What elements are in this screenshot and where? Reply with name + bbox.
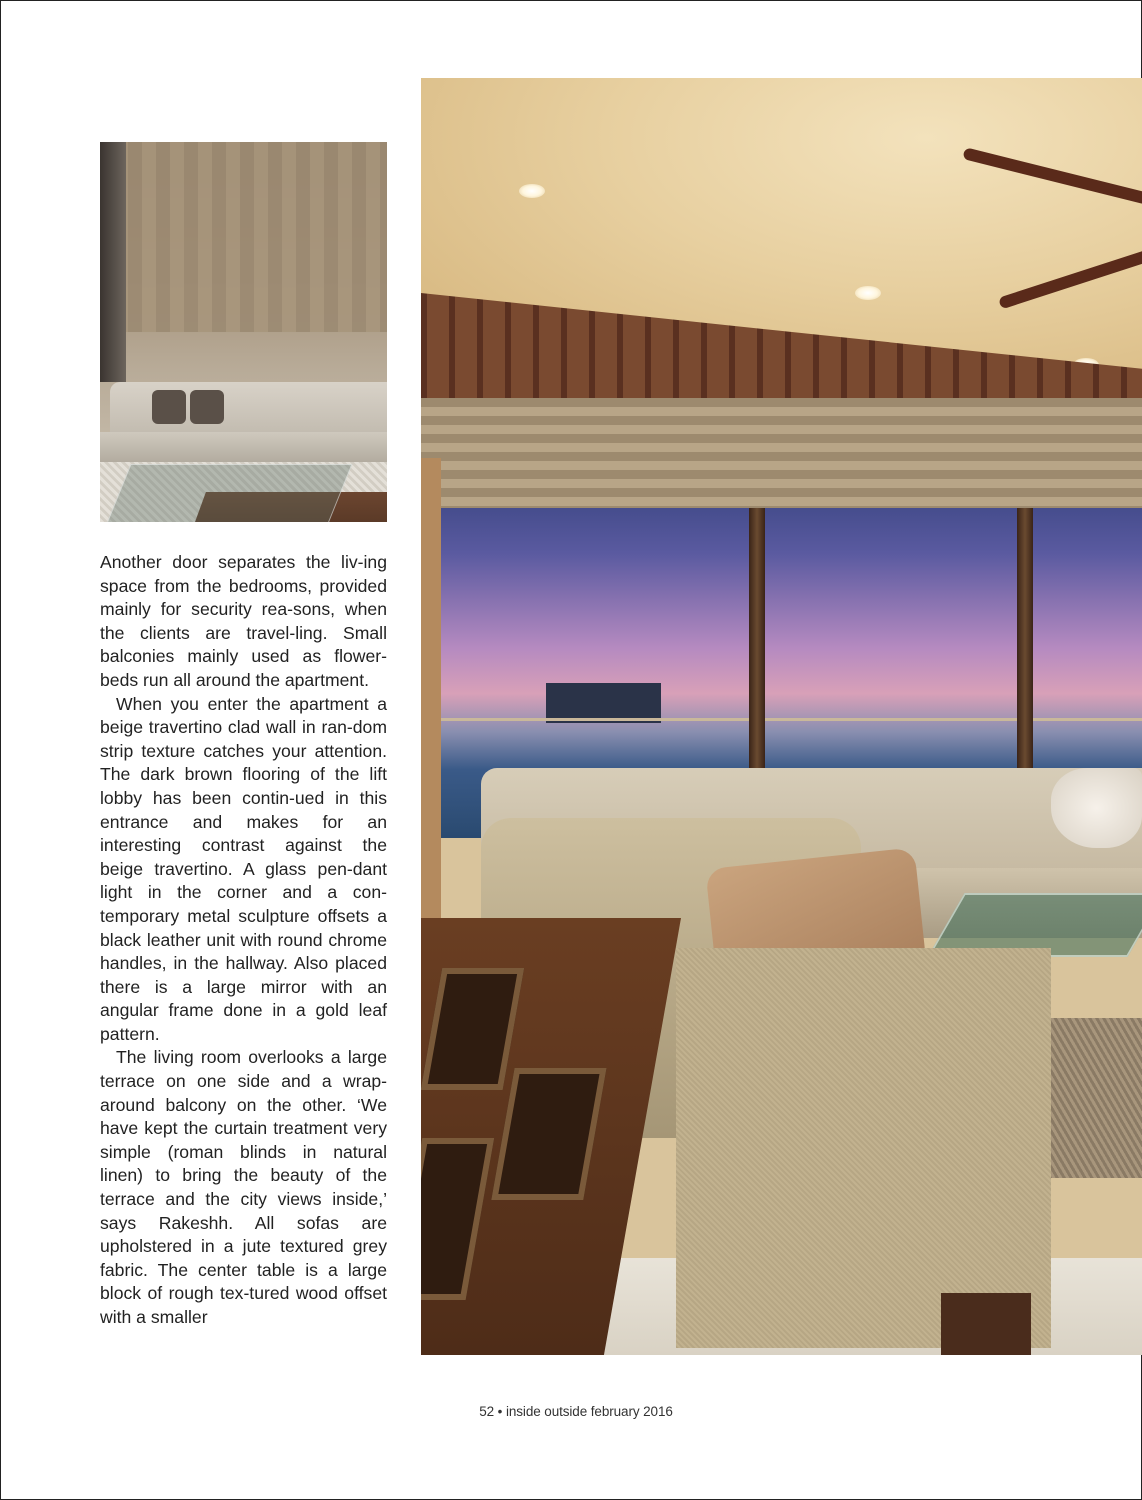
inset-curtain [100, 142, 126, 382]
ceiling-light [519, 184, 545, 198]
page-number: 52 [479, 1404, 495, 1419]
article-body [100, 551, 387, 1330]
photo-roman-blind [421, 398, 1142, 508]
photo-sofa-arm [676, 948, 1051, 1348]
article-paragraph-3: The living room overlooks a large terrace on one side and a wrap-around balcony on the other. ‘We have kept the curtain treatment very simple (roman blinds in natural linen) to bring the beauty of the terrace and the city views inside,’ says Rakeshh. All sofas are upholstered in a jute textured grey fabric. The center table is a large block of rough tex-tured wood offset with a smaller [100, 1047, 387, 1327]
shelf-cell [421, 968, 524, 1090]
article-paragraph-2: When you enter the apartment a beige travertino clad wall in ran-dom strip texture catches your attention. The dark brown flooring of the lift lobby has been contin-ued in this entrance and makes for an interesting contrast against the beige travertino. A glass pen-dant light in the corner and a con-temporary metal sculpture offsets a black leather unit with round chrome handles, in the hallway. Also placed there is a large mirror with an angular frame done in a gold leaf pattern. [100, 693, 387, 1044]
inset-photo-sofa-coffee-table [100, 142, 387, 522]
photo-fur-cushion [1051, 768, 1142, 848]
photo-distant-building [546, 683, 661, 723]
footer-separator: • [497, 1404, 503, 1419]
main-photo-living-room [421, 78, 1142, 1355]
inset-wall [100, 142, 387, 332]
publication-name: inside outside february 2016 [505, 1404, 673, 1419]
page-footer [0, 1404, 1142, 1419]
photo-sofa-plinth [941, 1293, 1031, 1355]
shelf-cell [421, 1138, 494, 1300]
inset-cushion [190, 390, 224, 424]
article-paragraph-1: Another door separates the liv-ing space from the bedrooms, provided mainly for security rea-sons, when the clients are travel-ling. Small balconies mainly used as flower-beds run all around the apartment. [100, 552, 387, 690]
inset-cushion [152, 390, 186, 424]
photo-balcony-rail [421, 718, 1142, 721]
inset-glass-tabletop [105, 464, 352, 522]
ceiling-light [855, 286, 881, 300]
shelf-cell [491, 1068, 606, 1200]
